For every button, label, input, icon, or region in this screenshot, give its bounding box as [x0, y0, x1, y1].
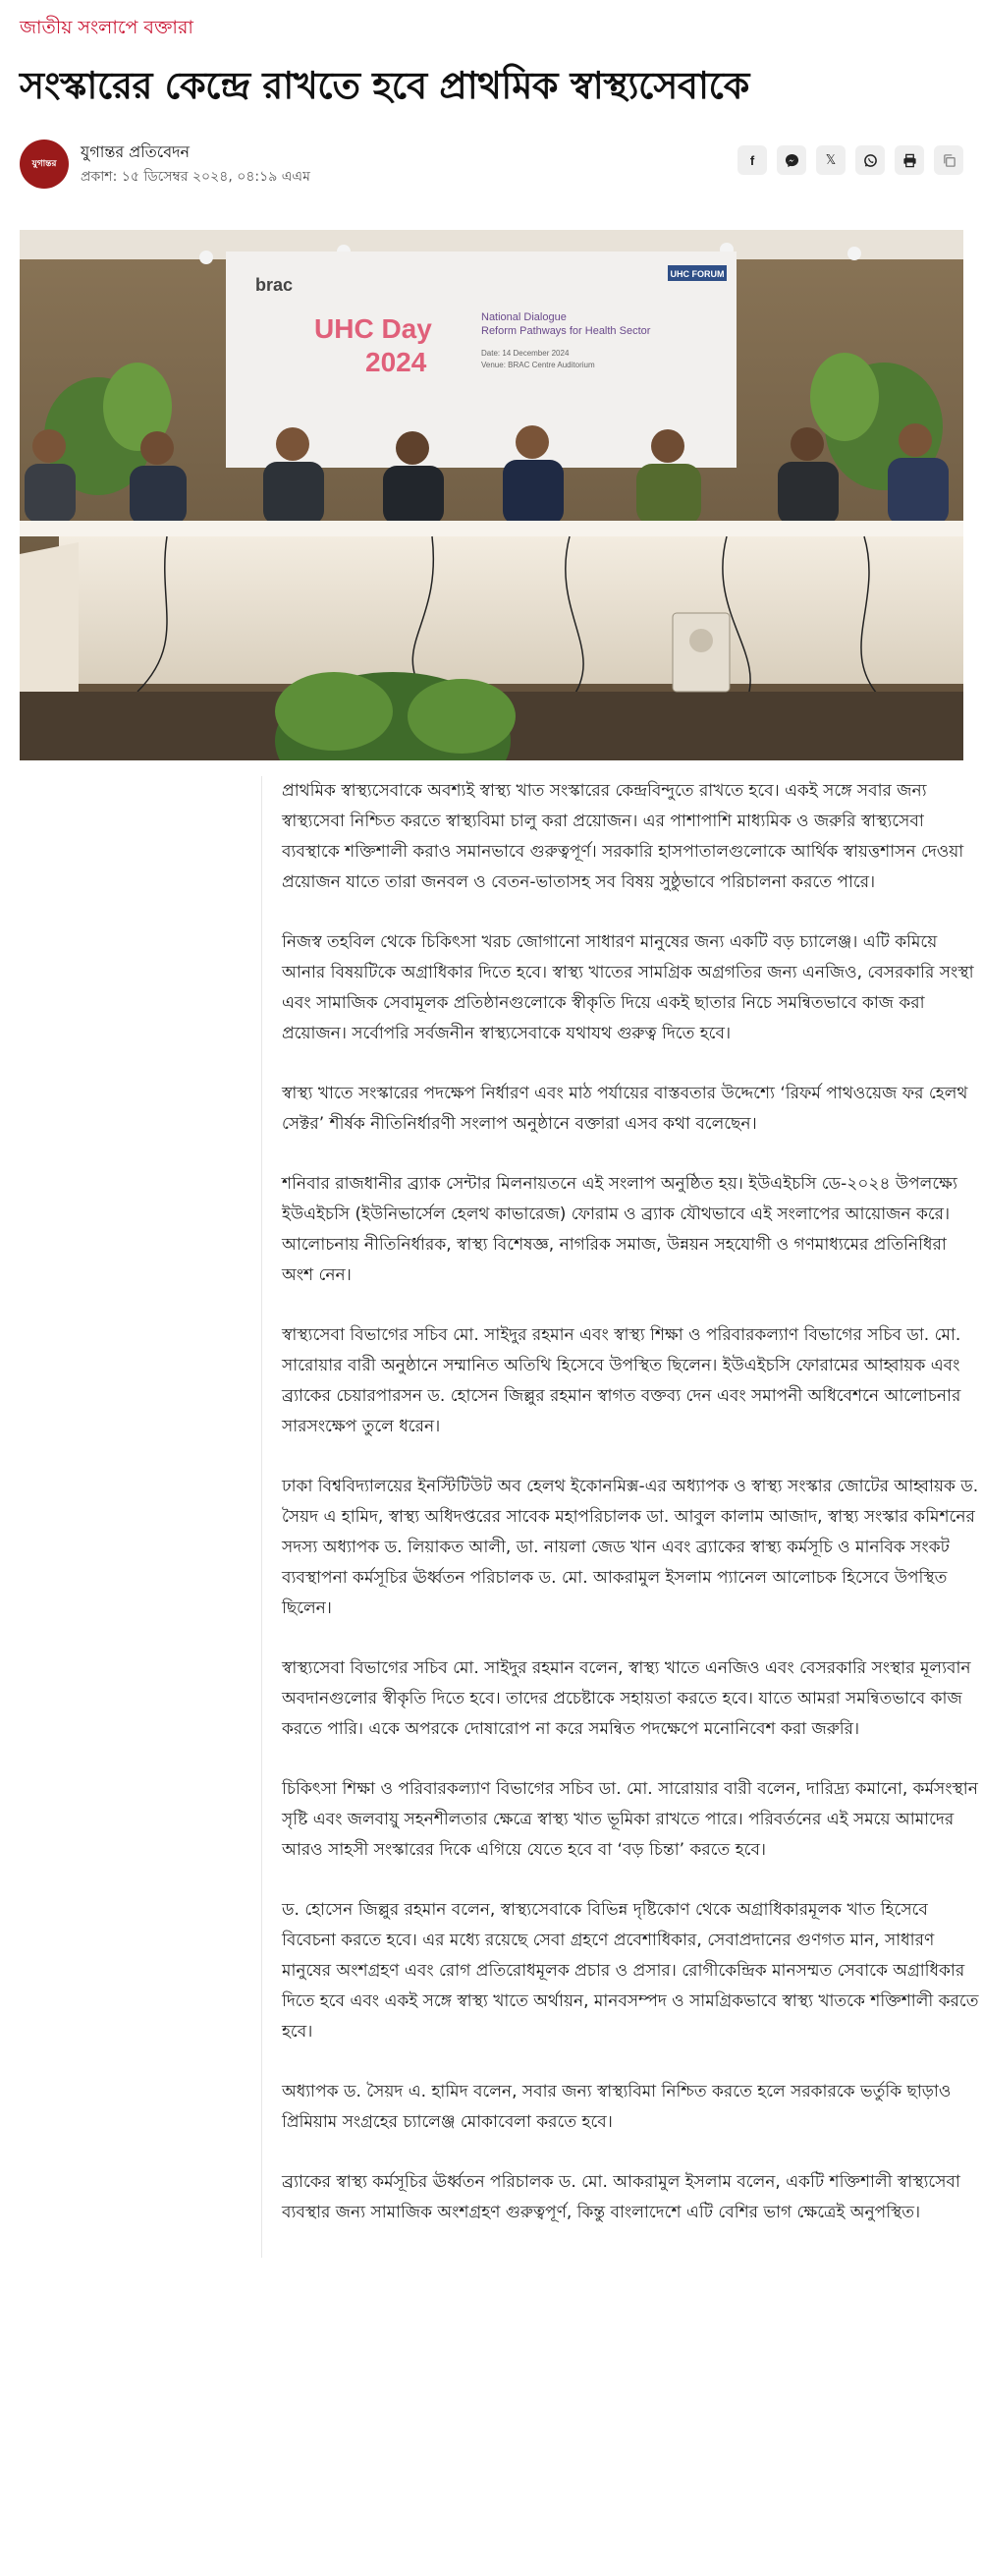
article-paragraph: স্বাস্থ্যসেবা বিভাগের সচিব মো. সাইদুর রহমান এবং স্বাস্থ্য শিক্ষা ও পরিবারকল্যাণ বিভাগের সচিব ডা. মো. সারোয়ার বারী অনুষ্ঠানে সম্মানিত অতিথি হিসেবে উপস্থিত ছিলেন। ইউএইচসি ফোরামের আহ্বায়ক এবং ব্র্যাকের চেয়ারপারসন ড. হোসেন জিল্লুর রহমান স্বাগত বক্তব্য দেন এবং সমাপনী অধিবেশনে আলোচনার সারসংক্ষেপ তুলে ধরেন। — [282, 1325, 961, 1436]
banner-date: Date: 14 December 2024 — [481, 349, 570, 358]
author-name[interactable]: যুগান্তর প্রতিবেদন — [81, 142, 191, 161]
x-icon: 𝕏 — [825, 152, 837, 168]
hero-photo — [20, 230, 963, 760]
article-paragraph: ঢাকা বিশ্ববিদ্যালয়ের ইনস্টিটিউট অব হেলথ ইকোনমিক্স-এর অধ্যাপক ও স্বাস্থ্য সংস্কার জোটের আহ্বায়ক ড. সৈয়দ এ হামিদ, স্বাস্থ্য অধিদপ্তরের সাবেক মহাপরিচালক ডা. আবুল কালাম আজাদ, স্বাস্থ্য সংস্কার কমিশনের সদস্য অধ্যাপক ড. লিয়াকত আলী, ডা. নায়লা জেড খান এবং ব্র্যাকের স্বাস্থ্য কর্মসূচি ও মানবিক সংকট ব্যবস্থাপনা কর্মসূচির ঊর্ধ্বতন পরিচালক ড. মো. আকরামুল ইসলাম প্যানেল আলোচক হিসেবে উপস্থিত ছিলেন। — [282, 1477, 979, 1618]
publisher-logo[interactable]: যুগান্তর — [20, 140, 69, 189]
foreground-plant — [275, 672, 516, 760]
banner-event-year: 2024 — [365, 347, 427, 377]
whatsapp-icon — [863, 153, 878, 168]
facebook-icon: f — [749, 152, 755, 168]
banner-brand: brac — [255, 275, 294, 295]
share-x-button[interactable] — [816, 145, 846, 175]
published-date: প্রকাশ: ১৫ ডিসেম্বর ২০২৪, ০৪:১৯ এএম — [81, 169, 310, 185]
panel-table-skirt — [59, 536, 963, 684]
hero-photo-illustration — [20, 230, 963, 760]
panel-table-top — [20, 521, 963, 536]
share-messenger-button[interactable] — [777, 145, 806, 175]
print-button[interactable] — [895, 145, 924, 175]
article-body — [261, 776, 983, 2258]
article-headline: সংস্কারের কেন্দ্রে রাখতে হবে প্রাথমিক স্বাস্থ্যসেবাকে — [20, 64, 749, 107]
article-paragraph: প্রাথমিক স্বাস্থ্যসেবাকে অবশ্যই স্বাস্থ্য খাত সংস্কারের কেন্দ্রবিন্দুতে রাখতে হবে। একই সঙ্গে সবার জন্য স্বাস্থ্যসেবা নিশ্চিত করতে স্বাস্থ্যবিমা চালু করা প্রয়োজন। এর পাশাপাশি মাধ্যমিক ও জরুরি স্বাস্থ্যসেবা ব্যবস্থাকে শক্তিশালী করাও সমানভাবে গুরুত্বপূর্ণ। সরকারি হাসপাতালগুলোকে আর্থিক স্বায়ত্তশাসন দেওয়া প্রয়োজন যাতে তারা জনবল ও বেতন-ভাতাসহ সব বিষয় সুষ্ঠুভাবে পরিচালনা করতে পারে। — [282, 781, 964, 892]
article-paragraph: ড. হোসেন জিল্লুর রহমান বলেন, স্বাস্থ্যসেবাকে বিভিন্ন দৃষ্টিকোণ থেকে অগ্রাধিকারমূলক খাত হিসেবে বিবেচনা করতে হবে। এর মধ্যে রয়েছে সেবা গ্রহণে প্রবেশাধিকার, সেবাপ্রদানের গুণগত মান, সাধারণ মানুষের অংশগ্রহণ এবং রোগ প্রতিরোধমূলক প্রচার ও প্রসার। রোগীকেন্দ্রিক মানসম্মত সেবাকে অগ্রাধিকার দিতে হবে এবং একই সঙ্গে স্বাস্থ্য খাতে অর্থায়ন, মানবসম্পদ ও সামগ্রিকভাবে স্বাস্থ্য খাতকে শক্তিশালী করতে হবে। — [282, 1900, 979, 2042]
article-paragraph: স্বাস্থ্যসেবা বিভাগের সচিব মো. সাইদুর রহমান বলেন, স্বাস্থ্য খাতে এনজিও এবং বেসরকারি সংস্থার মূল্যবান অবদানগুলোর স্বীকৃতি দিতে হবে। তাদের প্রচেষ্টাকে সহায়তা করতে হবে। যাতে আমরা সমন্বিতভাবে কাজ করতে পারি। একে অপরকে দোষারোপ না করে সমন্বিত পদক্ষেপে মনোনিবেশ করা জরুরি। — [282, 1658, 971, 1739]
article-paragraph: অধ্যাপক ড. সৈয়দ এ. হামিদ বলেন, সবার জন্য স্বাস্থ্যবিমা নিশ্চিত করতে হলে সরকারকে ভর্তুকি ছাড়াও প্রিমিয়াম সংগ্রহের চ্যালেঞ্জ মোকাবেলা করতে হবে। — [282, 2082, 952, 2132]
banner-line-2: Reform Pathways for Health Sector — [481, 325, 651, 337]
article-paragraph: চিকিৎসা শিক্ষা ও পরিবারকল্যাণ বিভাগের সচিব ডা. মো. সারোয়ার বারী বলেন, দারিদ্র্য কমানো, কর্মসংস্থান সৃষ্টি এবং জলবায়ু সহনশীলতার ক্ষেত্রে স্বাস্থ্য খাত ভূমিকা রাখতে পারে। পরিবর্তনের এই সময়ে আমাদের আরও সাহসী সংস্কারের দিকে এগিয়ে যেতে হবে বা ‘বড় চিন্তা’ করতে হবে। — [282, 1779, 978, 1860]
banner-tag: UHC FORUM — [670, 269, 725, 279]
share-facebook-button[interactable] — [737, 145, 767, 175]
share-whatsapp-button[interactable] — [855, 145, 885, 175]
banner-event-title: UHC Day — [314, 313, 432, 344]
article-paragraph: নিজস্ব তহবিল থেকে চিকিৎসা খরচ জোগানো সাধারণ মানুষের জন্য একটি বড় চ্যালেঞ্জ। এটি কমিয়ে আনার বিষয়টিকে অগ্রাধিকার দিতে হবে। স্বাস্থ্য খাতের সামগ্রিক অগ্রগতির জন্য এনজিও, বেসরকারি সংস্থা এবং সামাজিক সেবামূলক প্রতিষ্ঠানগুলোকে স্বীকৃতি দিয়ে একই ছাতার নিচে সমন্বিতভাবে কাজ করা প্রয়োজন। সর্বোপরি সর্বজনীন স্বাস্থ্যসেবাকে যথাযথ গুরুত্ব দিতে হবে। — [282, 932, 974, 1043]
banner-venue: Venue: BRAC Centre Auditorium — [481, 361, 595, 369]
messenger-icon — [785, 153, 799, 168]
copy-icon — [942, 153, 956, 168]
article-kicker[interactable]: জাতীয় সংলাপে বক্তারা — [20, 17, 193, 38]
banner-line-1: National Dialogue — [481, 311, 567, 323]
article-paragraph: শনিবার রাজধানীর ব্র্যাক সেন্টার মিলনায়তনে এই সংলাপ অনুষ্ঠিত হয়। ইউএইচসি ডে-২০২৪ উপলক্ষ্যে ইউএইচসি (ইউনিভার্সেল হেলথ কাভারেজ) ফোরাম ও ব্র্যাক যৌথভাবে এই সংলাপের আয়োজন করে। আলোচনায় নীতিনির্ধারক, স্বাস্থ্য বিশেষজ্ঞ, নাগরিক সমাজ, উন্নয়ন সহযোগী ও গণমাধ্যমের প্রতিনিধিরা অংশ নেন। — [282, 1174, 957, 1285]
copy-link-button[interactable] — [934, 145, 963, 175]
print-icon — [902, 153, 917, 168]
byline — [20, 138, 963, 193]
share-bar — [737, 145, 963, 175]
article-paragraph: ব্র্যাকের স্বাস্থ্য কর্মসূচির ঊর্ধ্বতন পরিচালক ড. মো. আকরামুল ইসলাম বলেন, একটি শক্তিশালী স্বাস্থ্যসেবা ব্যবস্থার জন্য সামাজিক অংশগ্রহণ গুরুত্বপূর্ণ, কিন্তু বাংলাদেশে এটি বেশির ভাগ ক্ষেত্রেই অনুপস্থিত। — [282, 2172, 960, 2222]
article-paragraph: স্বাস্থ্য খাতে সংস্কারের পদক্ষেপ নির্ধারণ এবং মাঠ পর্যায়ের বাস্তবতার উদ্দেশ্যে ‘রিফর্ম পাথওয়েজ ফর হেলথ সেক্টর’ শীর্ষক নীতিনির্ধারণী সংলাপ অনুষ্ঠানে বক্তারা এসব কথা বলেছেন। — [282, 1084, 968, 1134]
